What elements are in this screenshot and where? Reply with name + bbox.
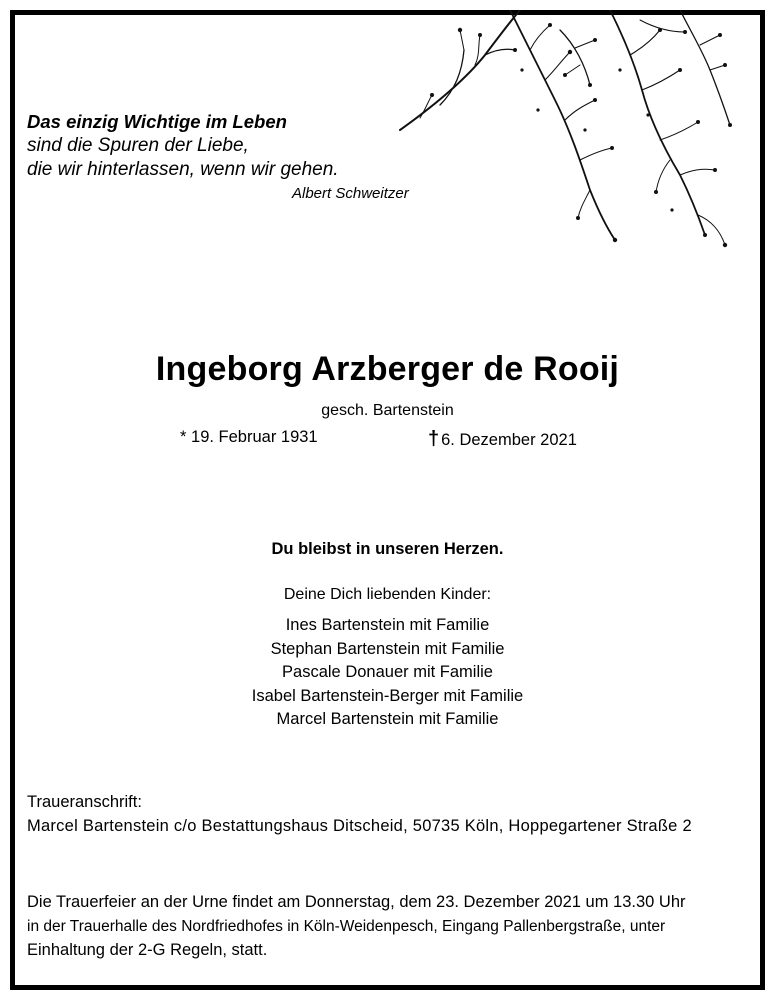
list-item: Ines Bartenstein mit Familie [285,616,490,634]
motto: Du bleibst in unseren Herzen. [271,540,504,558]
list-item: Pascale Donauer mit Familie [282,663,493,681]
funeral-line-1: Die Trauerfeier an der Urne findet am Donnerstag, dem 23. Dezember 2021 um 13.30 Uhr [27,893,686,911]
mourners-list [15,614,760,732]
former-name: gesch. Bartenstein [321,402,454,419]
quote-author: Albert Schweitzer [292,185,409,202]
deceased-name: Ingeborg Arzberger de Rooij [155,350,620,388]
mourners-heading: Deine Dich liebenden Kinder: [283,586,492,603]
quote [27,110,409,202]
funeral-line-2: in der Trauerhalle des Nordfriedhofes in Köln-Weidenpesch, Eingang Pallenbergstraße, unter [27,918,666,935]
birth-symbol: * [180,428,187,446]
death-date-text: 6. Dezember 2021 [441,431,577,449]
list-item: Isabel Bartenstein-Berger mit Familie [251,686,524,705]
birth-date-text: 19. Februar 1931 [191,428,318,446]
address-value: Marcel Bartenstein c/o Bestattungshaus Ditscheid, 50735 Köln, Hoppegartener Straße 2 [27,817,692,835]
obituary-notice [10,10,765,990]
address-label: Traueranschrift: [27,793,142,811]
quote-line-1: Das einzig Wichtige im Leben [27,111,287,132]
tree-branches-illustration [380,10,740,270]
funeral-line-3: Einhaltung der 2-G Regeln, statt. [27,941,268,959]
quote-line-3: die wir hinterlassen, wenn wir gehen. [27,159,339,180]
birth-date [180,428,318,447]
list-item: Marcel Bartenstein mit Familie [276,710,499,728]
cross-icon: † [428,428,440,450]
quote-line-2: sind die Spuren der Liebe, [27,135,249,156]
list-item: Stephan Bartenstein mit Familie [270,639,505,658]
death-date [428,428,577,451]
